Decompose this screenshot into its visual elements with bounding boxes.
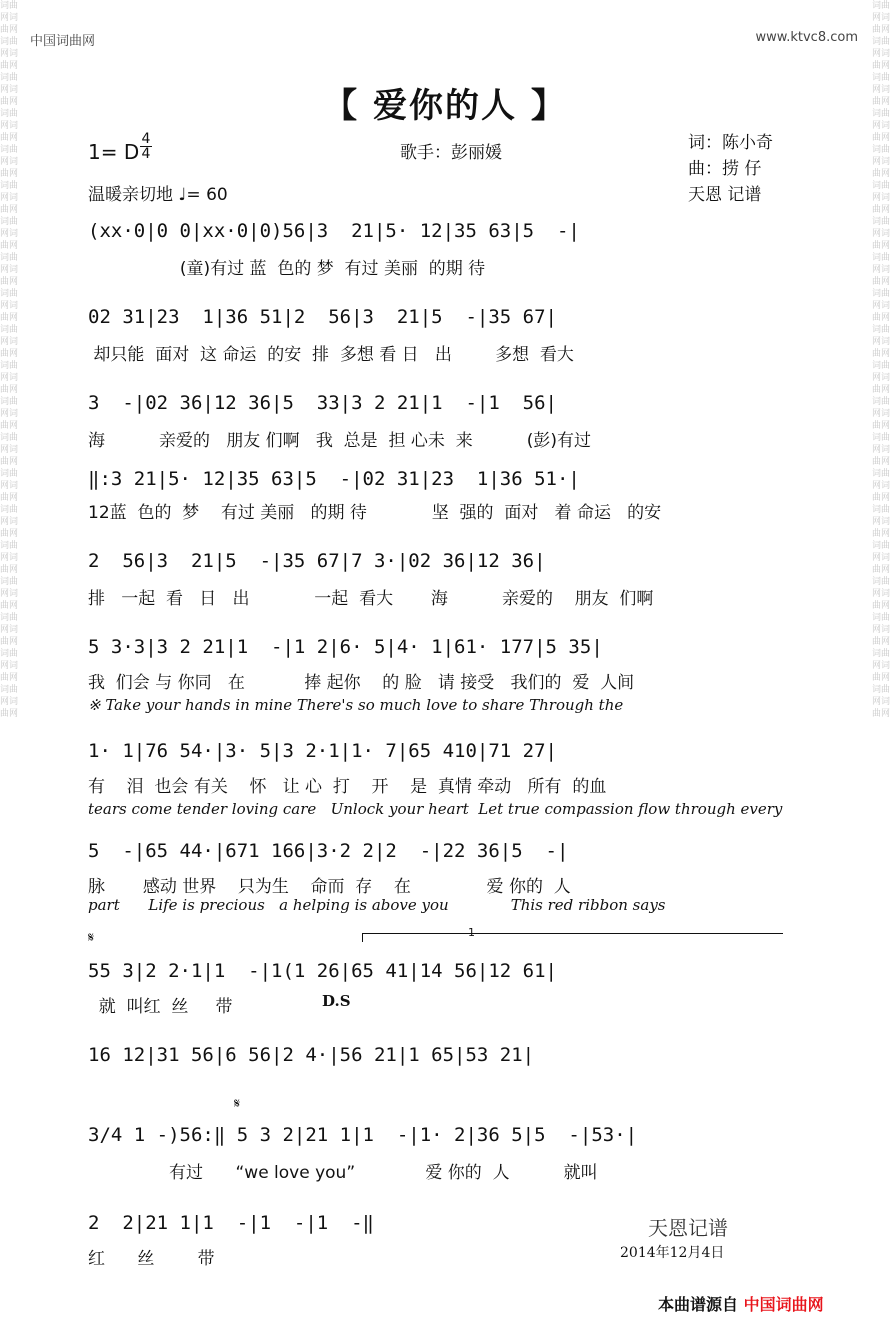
- score-line-3-lyrics: 海 亲爱的 朋友 们啊 我 总是 担 心未 来 (彭)有过: [88, 431, 591, 451]
- score-line-8-notes: 5 -|65 44·|671 166|3·2 2|2 -|22 36|5 -|: [88, 840, 569, 862]
- score-line-9-notes: 55 3|2 2·1|1 -|1(1 26|65 41|14 56|12 61|: [88, 960, 557, 982]
- score-line-10-notes: 16 12|31 56|6 56|2 4·|56 21|1 65|53 21|: [88, 1044, 535, 1066]
- score-line-5-lyrics: 排 一起 看 日 出 一起 看大 海 亲爱的 朋友 们啊: [88, 589, 654, 609]
- site-url-right[interactable]: www.ktvc8.com: [755, 30, 858, 45]
- score-line-1-lyrics: (童)有过 蓝 色的 梦 有过 美丽 的期 待: [88, 259, 486, 279]
- score-line-8-lyrics: 脉 感动 世界 只为生 命而 存 在 爱 你的 人: [88, 877, 571, 897]
- source-brand[interactable]: 中国词曲网: [743, 1295, 824, 1314]
- site-name-left[interactable]: 中国词曲网: [30, 34, 96, 49]
- score-line-11-notes: 3/4 1 -)56:‖ 5 3 2|21 1|1 -|1· 2|36 5|5 -|53·|: [88, 1124, 638, 1146]
- song-title: 【 爱你的人 】: [323, 86, 567, 126]
- score-line-12-notes: 2 2|21 1|1 -|1 -|1 -‖: [88, 1212, 374, 1234]
- source-credit: [658, 1292, 824, 1315]
- score-line-2-lyrics: 却只能 面对 这 命运 的安 排 多想 看 日 出 多想 看大: [88, 345, 574, 365]
- transcription-date: 2014年12月4日: [620, 1245, 725, 1261]
- lyricist-credit: 词：陈小奇: [688, 133, 773, 153]
- time-signature: [140, 132, 152, 161]
- tempo-marking: [88, 180, 228, 205]
- transcriber-signature: 天恩记谱: [648, 1216, 728, 1240]
- time-signature-bottom: 4: [141, 146, 151, 162]
- time-signature-top: 4: [141, 131, 151, 147]
- score-line-3-notes: 3 -|02 36|12 36|5 33|3 2 21|1 -|1 56|: [88, 392, 557, 414]
- segno-marker-2: 𝄋: [234, 1096, 241, 1112]
- dal-segno-mark: D.S: [322, 992, 351, 1010]
- transcriber-credit: 天恩 记谱: [688, 185, 762, 205]
- score-line-1-notes: (xx·0|0 0|xx·0|0)56|3 21|5· 12|35 63|5 -|: [88, 220, 580, 242]
- score-line-7-english: tears come tender loving care Unlock your heart Let true compassion flow through every: [88, 800, 783, 818]
- source-label: 本曲谱源自: [658, 1295, 739, 1314]
- volta-number: 1: [468, 926, 475, 939]
- key-signature: 1= D: [88, 140, 140, 164]
- score-line-7-notes: 1· 1|76 54·|3· 5|3 2·1|1· 7|65 410|71 27|: [88, 740, 557, 762]
- composer-credit: 曲：捞 仔: [688, 159, 762, 179]
- singer-credit: 歌手：彭丽媛: [400, 143, 502, 163]
- score-line-6-notes: 5 3·3|3 2 21|1 -|1 2|6· 5|4· 1|61· 177|5 35|: [88, 636, 603, 658]
- segno-marker-1: 𝄋: [88, 930, 95, 946]
- score-line-9-lyrics: 就 叫红 丝 带: [88, 997, 233, 1017]
- score-line-5-notes: 2 56|3 21|5 -|35 67|7 3·|02 36|12 36|: [88, 550, 546, 572]
- side-watermark-right: 词曲网词曲网词曲网词曲网词曲网词曲网词曲网词曲网词曲网词曲网词曲网词曲网词曲网词曲网词曲网词曲网词曲网词曲网词曲网词曲网词曲网词曲网词曲网词曲网词曲网词曲网词曲网词曲网词曲网词曲网词曲网词曲网词曲网词曲网词曲网词曲网词曲网词曲网词曲网词曲网: [872, 1, 890, 719]
- score-line-8-english: part Life is precious a helping is above you This red ribbon says: [88, 896, 666, 914]
- tempo-value: ♩= 60: [178, 185, 228, 205]
- tempo-text: 温暖亲切地: [88, 185, 173, 205]
- score-line-4-notes: ‖:3 21|5· 12|35 63|5 -|02 31|23 1|36 51·|: [88, 468, 580, 490]
- side-watermark-left: 词曲网词曲网词曲网词曲网词曲网词曲网词曲网词曲网词曲网词曲网词曲网词曲网词曲网词曲网词曲网词曲网词曲网词曲网词曲网词曲网词曲网词曲网词曲网词曲网词曲网词曲网词曲网词曲网词曲网词曲网词曲网词曲网词曲网词曲网词曲网词曲网词曲网词曲网词曲网词曲网: [0, 1, 18, 719]
- score-line-7-lyrics: 有 泪 也会 有关 怀 让 心 打 开 是 真情 牵动 所有 的血: [88, 777, 607, 797]
- score-line-6-lyrics: 我 们会 与 你同 在 捧 起你 的 脸 请 接受 我们的 爱 人间: [88, 673, 635, 693]
- score-line-2-notes: 02 31|23 1|36 51|2 56|3 21|5 -|35 67|: [88, 306, 557, 328]
- volta-bracket: [362, 933, 783, 942]
- score-line-6-english: ※ Take your hands in mine There's so much love to share Through the: [88, 696, 624, 714]
- score-line-11-lyrics: 有过 “we love you” 爱 你的 人 就叫: [88, 1163, 598, 1183]
- score-line-12-lyrics: 红 丝 带: [88, 1249, 215, 1269]
- score-line-4-lyrics: 12蓝 色的 梦 有过 美丽 的期 待 坚 强的 面对 着 命运 的安: [88, 503, 662, 523]
